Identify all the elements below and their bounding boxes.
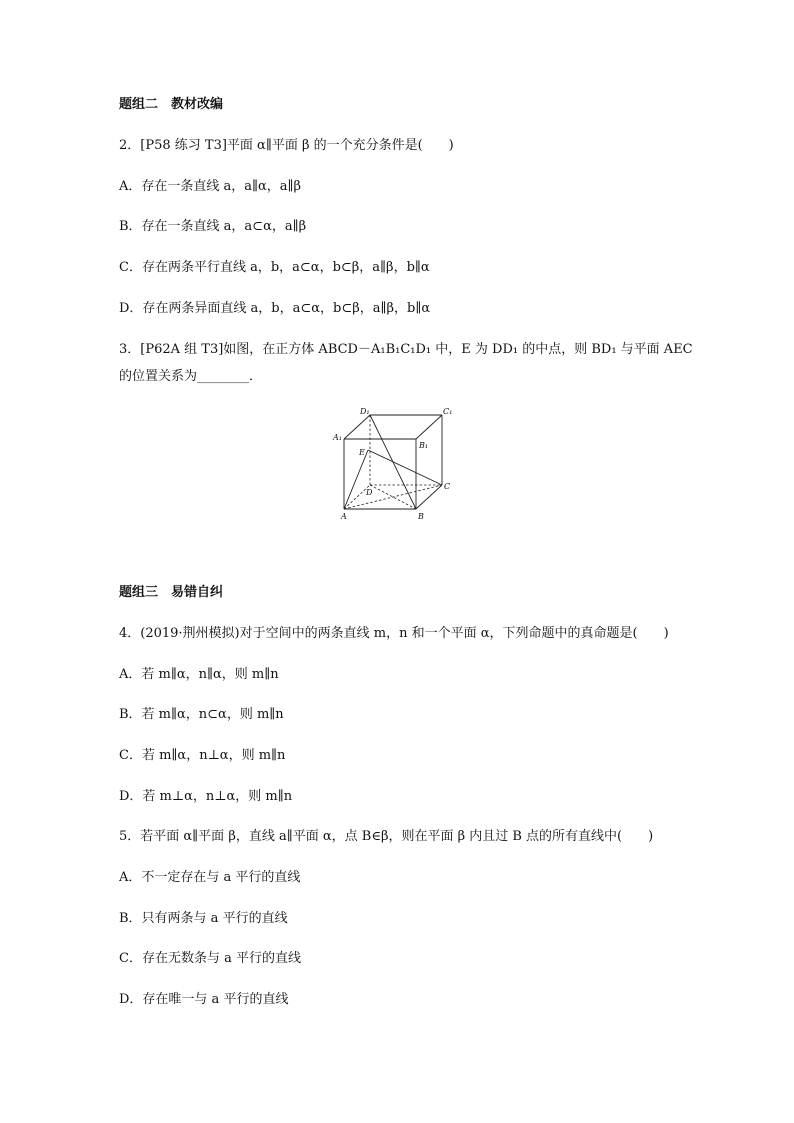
question-2-option-c: C．存在两条平行直线 a，b，a⊂α，b⊂β，a∥β，b∥α <box>119 260 430 275</box>
label-a1: A₁ <box>333 433 342 442</box>
cube-diagram <box>330 405 460 523</box>
edge-b1c1 <box>416 415 442 439</box>
label-c1: C₁ <box>443 407 453 416</box>
segment-ec <box>368 450 442 485</box>
label-c: C <box>444 482 451 491</box>
segment-ac-hidden <box>344 485 442 509</box>
question-2-option-a: A．存在一条直线 a，a∥α，a∥β <box>119 179 302 194</box>
question-3-stem-line2: 的位置关系为________． <box>119 369 263 384</box>
label-d: D <box>366 488 373 497</box>
question-5-option-d: D．存在唯一与 a 平行的直线 <box>119 992 289 1007</box>
question-4-option-b: B．若 m∥α，n⊂α，则 m∥n <box>119 707 284 722</box>
edge-a1d1 <box>344 415 370 439</box>
question-5-option-a: A．不一定存在与 a 平行的直线 <box>119 870 301 885</box>
question-2-option-b: B．存在一条直线 a，a⊂α，a∥β <box>119 219 307 234</box>
question-4-option-d: D．若 m⊥α，n⊥α，则 m∥n <box>119 789 293 804</box>
question-2-option-d: D．存在两条异面直线 a，b，a⊂α，b⊂β，a∥β，b∥α <box>119 301 431 316</box>
section3-title: 题组三 易错自纠 <box>119 585 224 600</box>
question-5-option-c: C．存在无数条与 a 平行的直线 <box>119 951 301 966</box>
edge-bc <box>416 485 442 509</box>
section2-title: 题组二 教材改编 <box>119 97 224 112</box>
label-b: B <box>418 512 424 521</box>
label-a: A <box>341 512 347 521</box>
label-d1: D₁ <box>360 407 370 416</box>
question-2-stem: 2．[P58 练习 T3]平面 α∥平面 β 的一个充分条件是( ) <box>119 138 454 153</box>
question-5-option-b: B．只有两条与 a 平行的直线 <box>119 911 288 926</box>
segment-ae <box>344 450 368 509</box>
question-3-stem-line1: 3．[P62A 组 T3]如图，在正方体 ABCD－A₁B₁C₁D₁ 中，E 为 DD₁ 的中点，则 BD₁ 与平面 AEC <box>119 342 693 357</box>
question-4-option-a: A．若 m∥α，n∥α，则 m∥n <box>119 667 279 682</box>
label-b1: B₁ <box>419 441 429 450</box>
question-4-option-c: C．若 m∥α，n⊥α，则 m∥n <box>119 748 286 763</box>
question-5-stem: 5．若平面 α∥平面 β，直线 a∥平面 α，点 B∈β，则在平面 β 内且过 B 点的所有直线中( ) <box>119 829 654 844</box>
question-4-stem: 4．(2019·荆州模拟)对于空间中的两条直线 m，n 和一个平面 α，下列命题中的真命题是( ) <box>119 626 669 641</box>
cube-figure <box>330 405 460 523</box>
label-e: E <box>359 448 365 457</box>
